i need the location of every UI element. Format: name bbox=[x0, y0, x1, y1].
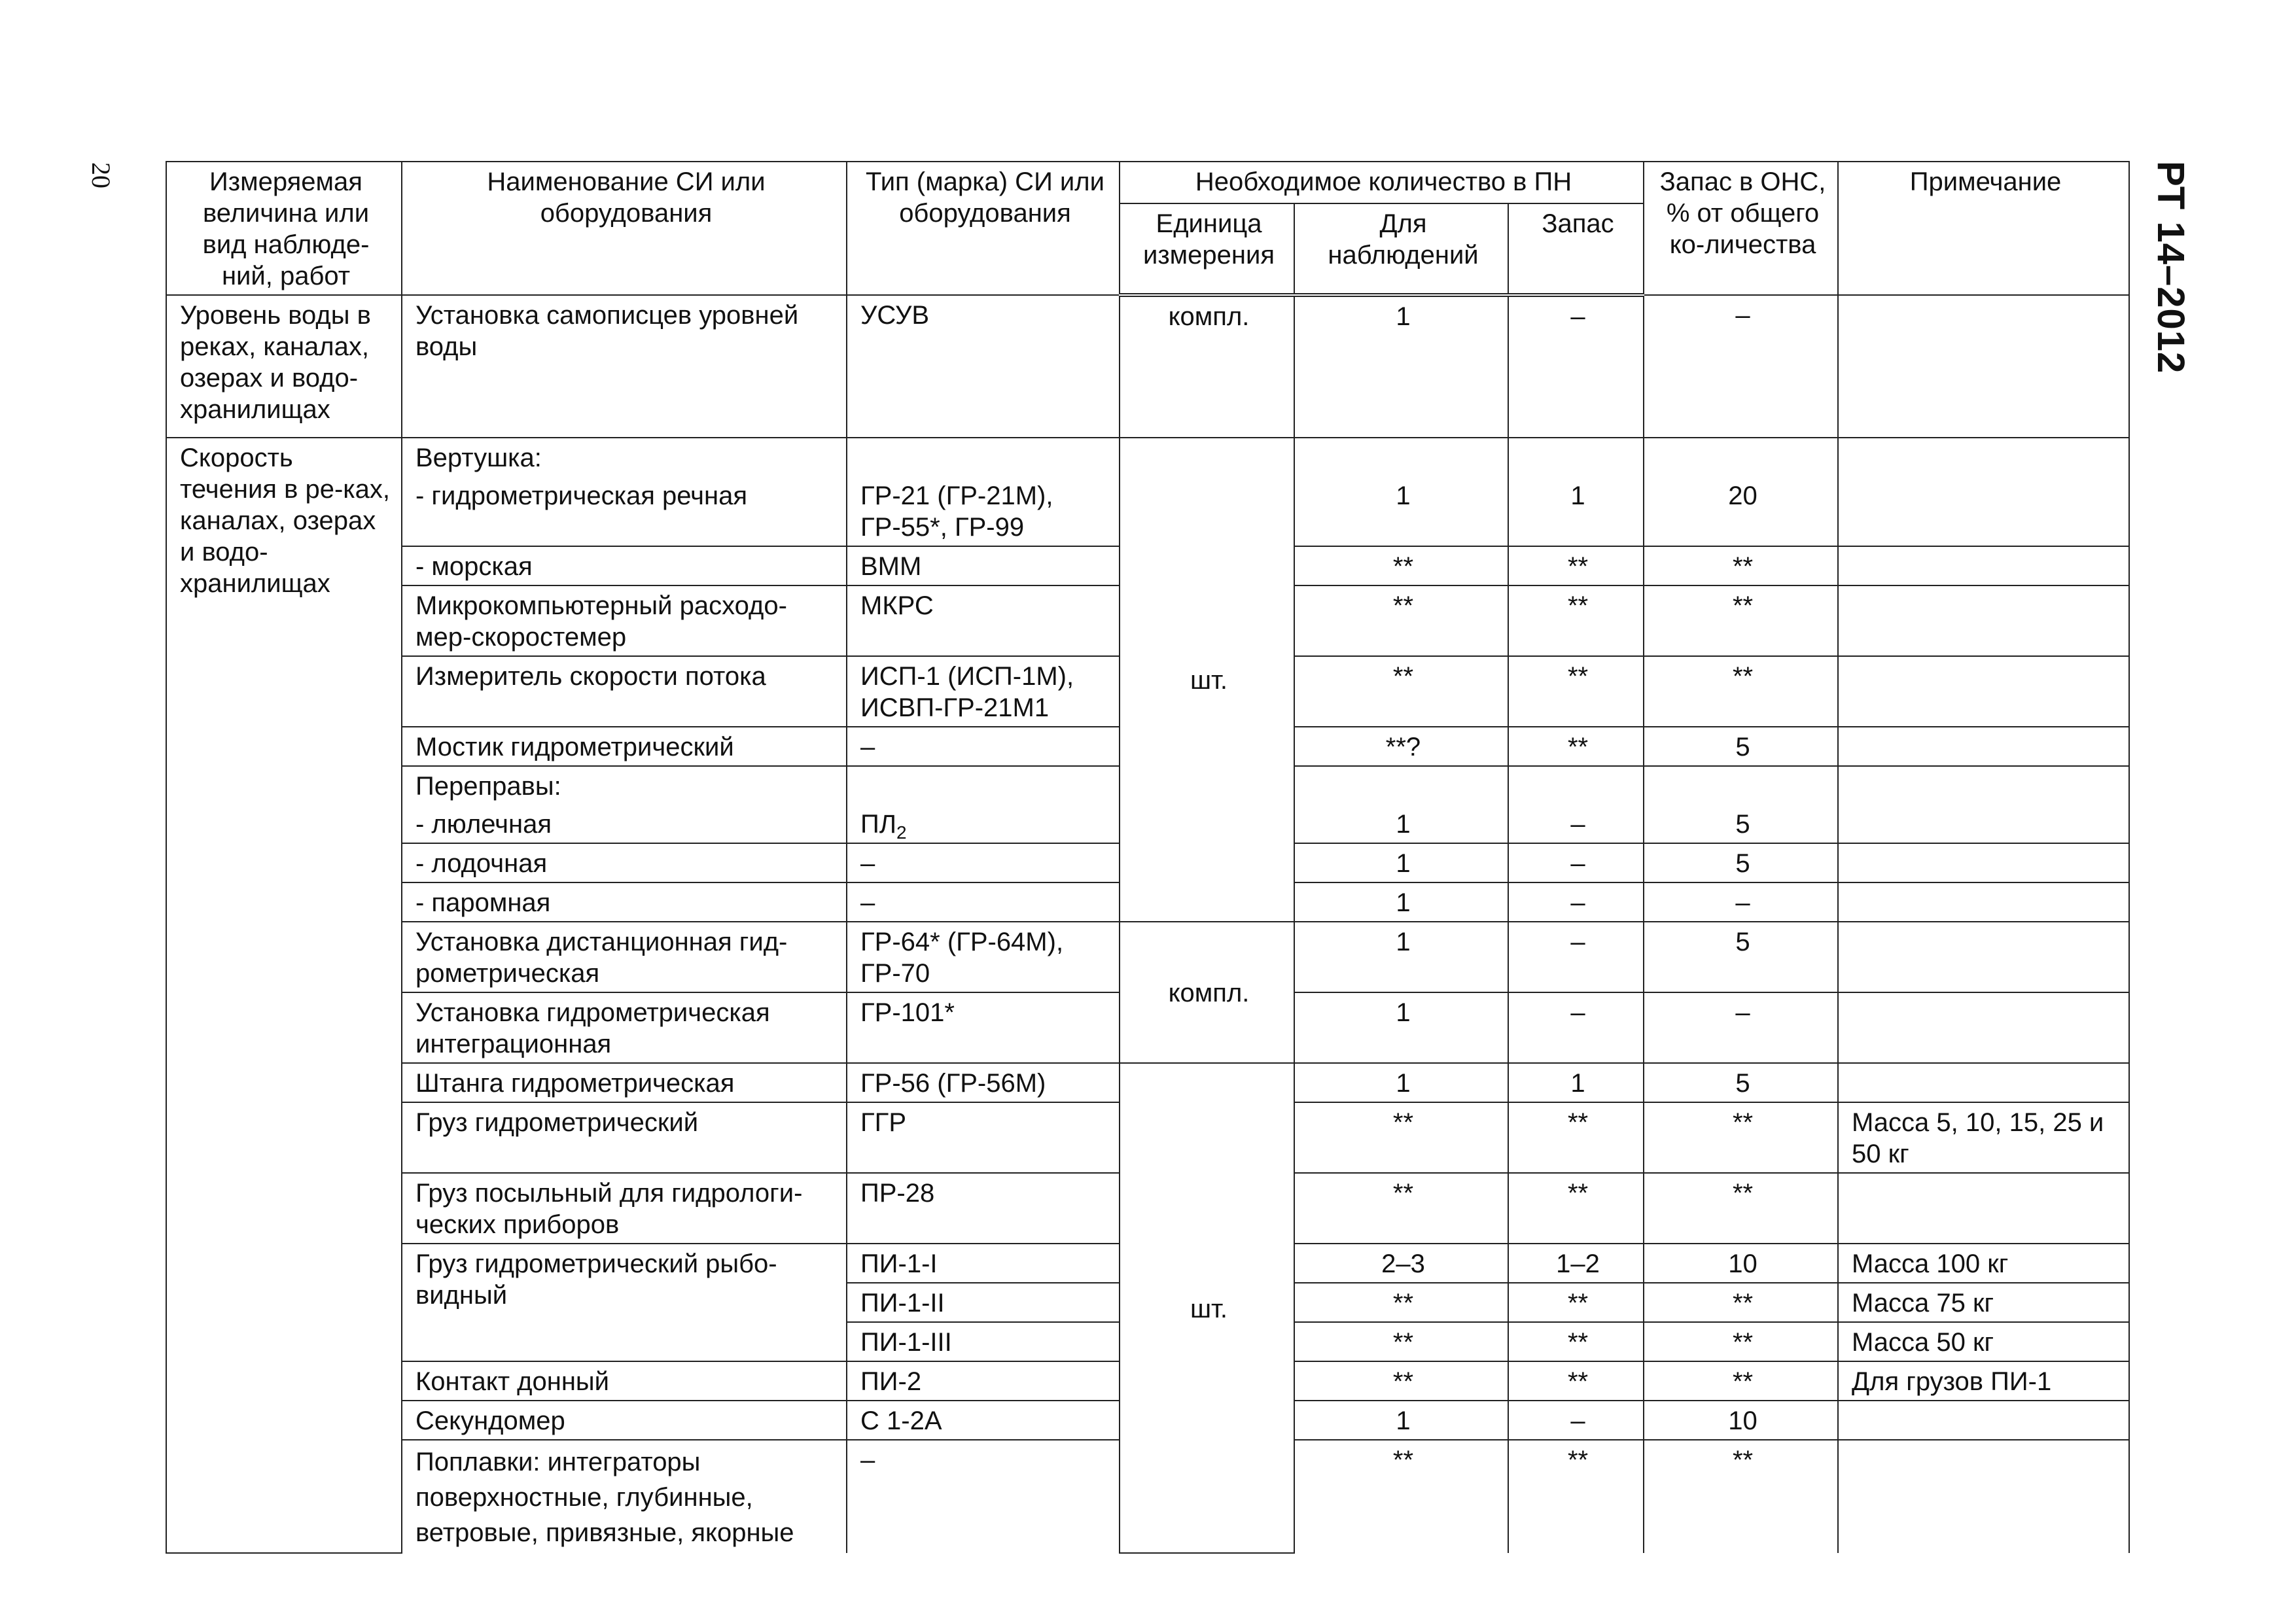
cell-reserve: 1 bbox=[1508, 1063, 1644, 1102]
cell-type bbox=[847, 438, 1120, 476]
cell-note: Масса 50 кг bbox=[1838, 1322, 2129, 1361]
cell-type: – bbox=[847, 727, 1120, 766]
cell-stock: ** bbox=[1644, 1440, 1838, 1553]
cell-obs: ** bbox=[1294, 1102, 1508, 1173]
cell-name: Штанга гидрометрическая bbox=[402, 1063, 847, 1102]
cell-stock: ** bbox=[1644, 1361, 1838, 1401]
cell-note bbox=[1838, 1401, 2129, 1440]
cell-stock bbox=[1644, 766, 1838, 805]
cell-reserve: – bbox=[1508, 992, 1644, 1063]
table-row bbox=[166, 438, 2129, 476]
cell-obs: 1 bbox=[1294, 992, 1508, 1063]
cell-name: Мостик гидрометрический bbox=[402, 727, 847, 766]
cell-type: ГГР bbox=[847, 1102, 1120, 1173]
cell-note bbox=[1838, 1440, 2129, 1553]
cell-name: Измеритель скорости потока bbox=[402, 656, 847, 727]
cell-type: ПР-28 bbox=[847, 1173, 1120, 1244]
cell-name: Установка гидрометрическая интеграционная bbox=[402, 992, 847, 1063]
cell-type: – bbox=[847, 843, 1120, 882]
cell-name: Поплавки: интеграторы поверхностные, глубинные, ветровые, привязные, якорные bbox=[402, 1440, 847, 1553]
cell-name: Секундомер bbox=[402, 1401, 847, 1440]
cell-type: ГР-64* (ГР-64М), ГР-70 bbox=[847, 922, 1120, 992]
group-flow-speed: Скорость течения в ре-ках, каналах, озерах и водо-хранилищах bbox=[166, 438, 402, 1553]
cell-type: ПИ-2 bbox=[847, 1361, 1120, 1401]
cell-name: - лодочная bbox=[402, 843, 847, 882]
cell-stock: 10 bbox=[1644, 1401, 1838, 1440]
cell-note bbox=[1838, 546, 2129, 585]
cell-stock: 5 bbox=[1644, 727, 1838, 766]
document-code: РТ 14–2012 bbox=[2149, 161, 2192, 374]
cell-unit: шт. bbox=[1120, 438, 1294, 922]
cell-stock: – bbox=[1644, 882, 1838, 922]
cell-stock: ** bbox=[1644, 1283, 1838, 1322]
cell-name: - морская bbox=[402, 546, 847, 585]
group-water-level: Уровень воды в реках, каналах, озерах и водо-хранилищах bbox=[166, 295, 402, 438]
cell-note bbox=[1838, 476, 2129, 546]
header-unit: Единица измерения bbox=[1120, 203, 1294, 295]
page-number: 20 bbox=[86, 162, 116, 188]
cell-reserve: – bbox=[1508, 1401, 1644, 1440]
cell-name: Груз гидрометрический bbox=[402, 1102, 847, 1173]
table-row bbox=[166, 1063, 2129, 1102]
cell-obs: **? bbox=[1294, 727, 1508, 766]
cell-obs: ** bbox=[1294, 1173, 1508, 1244]
cell-note bbox=[1838, 766, 2129, 805]
cell-obs: ** bbox=[1294, 1283, 1508, 1322]
cell-name: Установка самописцев уровней воды bbox=[402, 295, 847, 438]
cell-reserve: ** bbox=[1508, 1173, 1644, 1244]
cell-type: ИСП-1 (ИСП-1М), ИСВП-ГР-21М1 bbox=[847, 656, 1120, 727]
cell-obs: 1 bbox=[1294, 922, 1508, 992]
cell-obs: 1 bbox=[1294, 476, 1508, 546]
cell-note bbox=[1838, 1173, 2129, 1244]
cell-unit: компл. bbox=[1120, 295, 1294, 438]
cell-note bbox=[1838, 992, 2129, 1063]
cell-stock: ** bbox=[1644, 1322, 1838, 1361]
cell-reserve: ** bbox=[1508, 546, 1644, 585]
header-row bbox=[166, 162, 2129, 203]
cell-note: Для грузов ПИ-1 bbox=[1838, 1361, 2129, 1401]
cell-type: С 1-2А bbox=[847, 1401, 1120, 1440]
cell-reserve: ** bbox=[1508, 1361, 1644, 1401]
cell-obs: ** bbox=[1294, 1440, 1508, 1553]
cell-reserve: – bbox=[1508, 882, 1644, 922]
cell-reserve: – bbox=[1508, 843, 1644, 882]
cell-type: УСУВ bbox=[847, 295, 1120, 438]
cell-stock: 5 bbox=[1644, 843, 1838, 882]
cell-note bbox=[1838, 438, 2129, 476]
cell-name: Установка дистанционная гид-рометрическая bbox=[402, 922, 847, 992]
header-reserve: Запас bbox=[1508, 203, 1644, 295]
cell-note: Масса 75 кг bbox=[1838, 1283, 2129, 1322]
cell-obs: ** bbox=[1294, 585, 1508, 656]
cell-stock: 20 bbox=[1644, 476, 1838, 546]
cell-note bbox=[1838, 843, 2129, 882]
cell-note bbox=[1838, 295, 2129, 438]
cell-name: Вертушка: bbox=[402, 438, 847, 476]
header-quantity: Измеряемая величина или вид наблюде-ний, работ bbox=[166, 162, 402, 295]
cell-reserve: ** bbox=[1508, 1322, 1644, 1361]
cell-obs: 1 bbox=[1294, 843, 1508, 882]
cell-name: - люлечная bbox=[402, 805, 847, 843]
table-row bbox=[166, 295, 2129, 438]
cell-note bbox=[1838, 727, 2129, 766]
cell-stock: – bbox=[1644, 295, 1838, 438]
cell-reserve: ** bbox=[1508, 1102, 1644, 1173]
cell-type: ПИ-1-II bbox=[847, 1283, 1120, 1322]
header-stock: Запас в ОНС, % от общего ко-личества bbox=[1644, 162, 1838, 295]
cell-obs: 1 bbox=[1294, 882, 1508, 922]
cell-reserve: ** bbox=[1508, 585, 1644, 656]
cell-name: Груз посыльный для гидрологи-ческих приборов bbox=[402, 1173, 847, 1244]
cell-reserve: 1–2 bbox=[1508, 1244, 1644, 1283]
cell-note bbox=[1838, 1063, 2129, 1102]
cell-stock bbox=[1644, 438, 1838, 476]
cell-obs: ** bbox=[1294, 1361, 1508, 1401]
cell-type: – bbox=[847, 1440, 1120, 1553]
cell-name: Груз гидрометрический рыбо-видный bbox=[402, 1244, 847, 1361]
cell-stock: ** bbox=[1644, 656, 1838, 727]
cell-note bbox=[1838, 805, 2129, 843]
cell-type: МКРС bbox=[847, 585, 1120, 656]
cell-stock: 10 bbox=[1644, 1244, 1838, 1283]
cell-reserve: – bbox=[1508, 295, 1644, 438]
cell-reserve bbox=[1508, 766, 1644, 805]
cell-stock: 5 bbox=[1644, 805, 1838, 843]
cell-name: Переправы: bbox=[402, 766, 847, 805]
cell-reserve: – bbox=[1508, 805, 1644, 843]
cell-type: – bbox=[847, 882, 1120, 922]
cell-name: - паромная bbox=[402, 882, 847, 922]
cell-obs: 2–3 bbox=[1294, 1244, 1508, 1283]
header-for-observations: Для наблюдений bbox=[1294, 203, 1508, 295]
cell-reserve: ** bbox=[1508, 656, 1644, 727]
cell-note: Масса 100 кг bbox=[1838, 1244, 2129, 1283]
cell-obs: 1 bbox=[1294, 805, 1508, 843]
header-type: Тип (марка) СИ или оборудования bbox=[847, 162, 1120, 295]
cell-note bbox=[1838, 585, 2129, 656]
cell-obs: ** bbox=[1294, 546, 1508, 585]
cell-obs bbox=[1294, 438, 1508, 476]
cell-stock: ** bbox=[1644, 1102, 1838, 1173]
type-main: ПЛ bbox=[860, 810, 896, 839]
type-subscript: 2 bbox=[896, 822, 907, 843]
cell-note: Масса 5, 10, 15, 25 и 50 кг bbox=[1838, 1102, 2129, 1173]
cell-note bbox=[1838, 882, 2129, 922]
cell-reserve bbox=[1508, 438, 1644, 476]
cell-obs: ** bbox=[1294, 656, 1508, 727]
cell-name: Контакт донный bbox=[402, 1361, 847, 1401]
cell-unit: компл. bbox=[1120, 922, 1294, 1063]
cell-type: ВММ bbox=[847, 546, 1120, 585]
cell-unit: шт. bbox=[1120, 1063, 1294, 1553]
cell-type: ГР-21 (ГР-21М), ГР-55*, ГР-99 bbox=[847, 476, 1120, 546]
cell-type: ПИ-1-III bbox=[847, 1322, 1120, 1361]
cell-obs: 1 bbox=[1294, 295, 1508, 438]
cell-reserve: ** bbox=[1508, 1440, 1644, 1553]
cell-stock: ** bbox=[1644, 1173, 1838, 1244]
cell-note bbox=[1838, 656, 2129, 727]
cell-name: Микрокомпьютерный расходо-мер-скоростемер bbox=[402, 585, 847, 656]
cell-name: - гидрометрическая речная bbox=[402, 476, 847, 546]
cell-obs: ** bbox=[1294, 1322, 1508, 1361]
header-name: Наименование СИ или оборудования bbox=[402, 162, 847, 295]
cell-reserve: ** bbox=[1508, 1283, 1644, 1322]
cell-type: ПИ-1-I bbox=[847, 1244, 1120, 1283]
cell-note bbox=[1838, 922, 2129, 992]
cell-type: ГР-56 (ГР-56М) bbox=[847, 1063, 1120, 1102]
cell-type bbox=[847, 805, 1120, 843]
cell-type: ГР-101* bbox=[847, 992, 1120, 1063]
cell-stock: 5 bbox=[1644, 1063, 1838, 1102]
cell-stock: ** bbox=[1644, 585, 1838, 656]
cell-stock: 5 bbox=[1644, 922, 1838, 992]
cell-stock: ** bbox=[1644, 546, 1838, 585]
cell-stock: – bbox=[1644, 992, 1838, 1063]
header-note: Примечание bbox=[1838, 162, 2129, 295]
equipment-table bbox=[166, 161, 2130, 1554]
cell-reserve: – bbox=[1508, 922, 1644, 992]
cell-reserve: 1 bbox=[1508, 476, 1644, 546]
cell-obs: 1 bbox=[1294, 1401, 1508, 1440]
cell-obs bbox=[1294, 766, 1508, 805]
table-row bbox=[166, 922, 2129, 992]
cell-reserve: ** bbox=[1508, 727, 1644, 766]
cell-obs: 1 bbox=[1294, 1063, 1508, 1102]
header-required: Необходимое количество в ПН bbox=[1120, 162, 1644, 203]
cell-type bbox=[847, 766, 1120, 805]
